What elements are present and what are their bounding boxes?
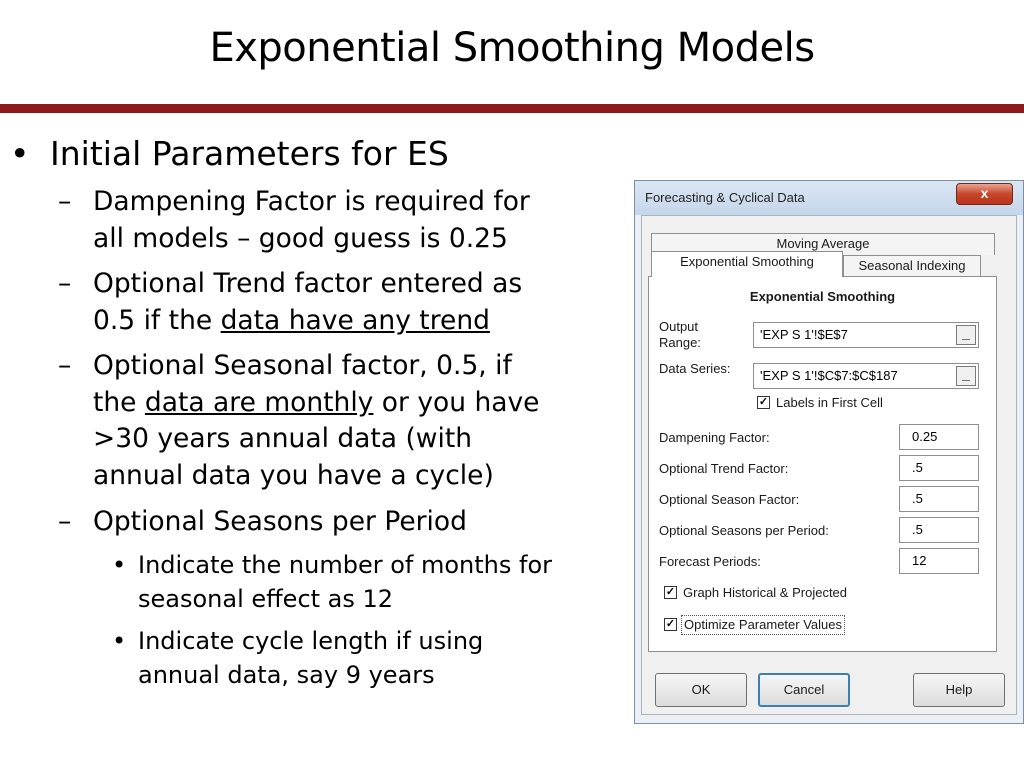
input-value: 12	[912, 553, 927, 568]
text-fragment: or you have	[373, 386, 540, 418]
ok-button[interactable]	[655, 673, 747, 707]
text-line: Dampening Factor is required for	[93, 186, 530, 217]
output-range-picker-button[interactable]	[956, 325, 976, 345]
forecast-periods-input[interactable]	[899, 548, 979, 574]
text-line: Optional Seasonal factor, 0.5, if	[93, 350, 512, 381]
input-value: .5	[912, 491, 923, 506]
close-button[interactable]	[956, 183, 1013, 205]
check-icon: ✓	[665, 586, 676, 598]
title-divider	[0, 104, 1024, 113]
help-button[interactable]	[913, 673, 1005, 707]
dampening-factor-label: Dampening Factor:	[659, 430, 770, 445]
output-range-label	[659, 319, 701, 351]
tab-label: Moving Average	[776, 236, 870, 251]
sub-bullet-text: Optional Seasons per Period	[93, 506, 467, 537]
bullet-mark: •	[10, 134, 30, 173]
trend-factor-label: Optional Trend Factor:	[659, 461, 789, 476]
tab-panel-exponential-smoothing	[648, 276, 997, 652]
text-line: Range:	[659, 335, 701, 350]
labels-first-cell-checkbox[interactable]	[757, 396, 770, 409]
dash-mark: –	[58, 268, 72, 299]
tab-exponential-smoothing[interactable]	[651, 251, 843, 277]
season-factor-input[interactable]	[899, 486, 979, 512]
forecast-periods-label: Forecast Periods:	[659, 554, 761, 569]
bullet-mark: •	[112, 627, 127, 655]
output-range-value: 'EXP S 1'!$E$7	[760, 327, 848, 342]
text-line: all models – good guess is 0.25	[93, 222, 508, 254]
seasons-per-period-input[interactable]	[899, 517, 979, 543]
output-range-input[interactable]	[753, 322, 979, 348]
check-icon: ✓	[665, 618, 676, 630]
collapse-icon: _	[962, 366, 970, 382]
input-value: .5	[912, 522, 923, 537]
text-line: Optional Trend factor entered as	[93, 268, 523, 299]
underlined-phrase: data are monthly	[144, 386, 374, 418]
dash-mark: –	[58, 350, 72, 381]
dash-mark: –	[58, 506, 72, 537]
forecasting-dialog	[634, 180, 1024, 724]
slide-title: Exponential Smoothing Models	[209, 25, 815, 71]
dialog-title: Forecasting & Cyclical Data	[645, 190, 805, 205]
button-label: Help	[945, 682, 973, 697]
text-line: Indicate the number of months for	[138, 551, 552, 579]
button-label: Cancel	[783, 682, 825, 697]
graph-historical-checkbox[interactable]	[664, 586, 677, 599]
data-series-picker-button[interactable]	[956, 366, 976, 386]
text-line: >30 years annual data (with	[93, 423, 473, 454]
data-series-value: 'EXP S 1'!$C$7:$C$187	[760, 368, 898, 383]
input-value: 0.25	[912, 429, 938, 444]
tab-label: Exponential Smoothing	[680, 254, 814, 269]
labels-first-cell-label: Labels in First Cell	[776, 395, 883, 410]
dash-mark: –	[58, 186, 72, 217]
text-line: annual data you have a cycle)	[93, 459, 494, 491]
seasons-per-period-label: Optional Seasons per Period:	[659, 523, 829, 538]
dampening-factor-input[interactable]	[899, 424, 979, 450]
dialog-titlebar[interactable]	[635, 181, 1023, 215]
text-line: annual data, say 9 years	[138, 661, 435, 689]
bullet-mark: •	[112, 551, 127, 579]
sub-bullet-text	[93, 184, 530, 257]
text-fragment: 0.5 if the	[93, 304, 221, 336]
underlined-phrase: data have any trend	[220, 304, 490, 336]
close-icon: x	[980, 185, 989, 201]
bullet-text: Initial Parameters for ES	[50, 134, 449, 173]
graph-historical-label: Graph Historical & Projected	[683, 585, 848, 600]
text-line: Indicate cycle length if using	[138, 627, 484, 655]
tab-seasonal-indexing[interactable]	[843, 255, 981, 277]
section-heading: Exponential Smoothing	[749, 289, 896, 304]
text-line: seasonal effect as 12	[138, 585, 394, 613]
button-label: OK	[691, 682, 711, 697]
text-fragment: the	[93, 386, 145, 418]
optimize-parameters-label: Optimize Parameter Values	[681, 615, 845, 635]
input-value: .5	[912, 460, 923, 475]
cancel-button[interactable]	[758, 673, 850, 707]
data-series-input[interactable]	[753, 363, 979, 389]
tab-label: Seasonal Indexing	[858, 258, 966, 273]
text-line: Output	[659, 319, 699, 334]
sub-bullet-text	[93, 266, 522, 339]
text-line	[93, 385, 539, 422]
collapse-icon: _	[962, 325, 970, 341]
trend-factor-input[interactable]	[899, 455, 979, 481]
text-line	[93, 303, 522, 340]
season-factor-label: Optional Season Factor:	[659, 492, 800, 507]
sub-sub-bullet-text	[138, 624, 483, 692]
check-icon: ✓	[758, 396, 769, 408]
data-series-label: Data Series:	[659, 361, 731, 376]
sub-bullet-text	[93, 348, 539, 494]
optimize-parameters-checkbox[interactable]	[664, 618, 677, 631]
sub-sub-bullet-text	[138, 548, 552, 616]
